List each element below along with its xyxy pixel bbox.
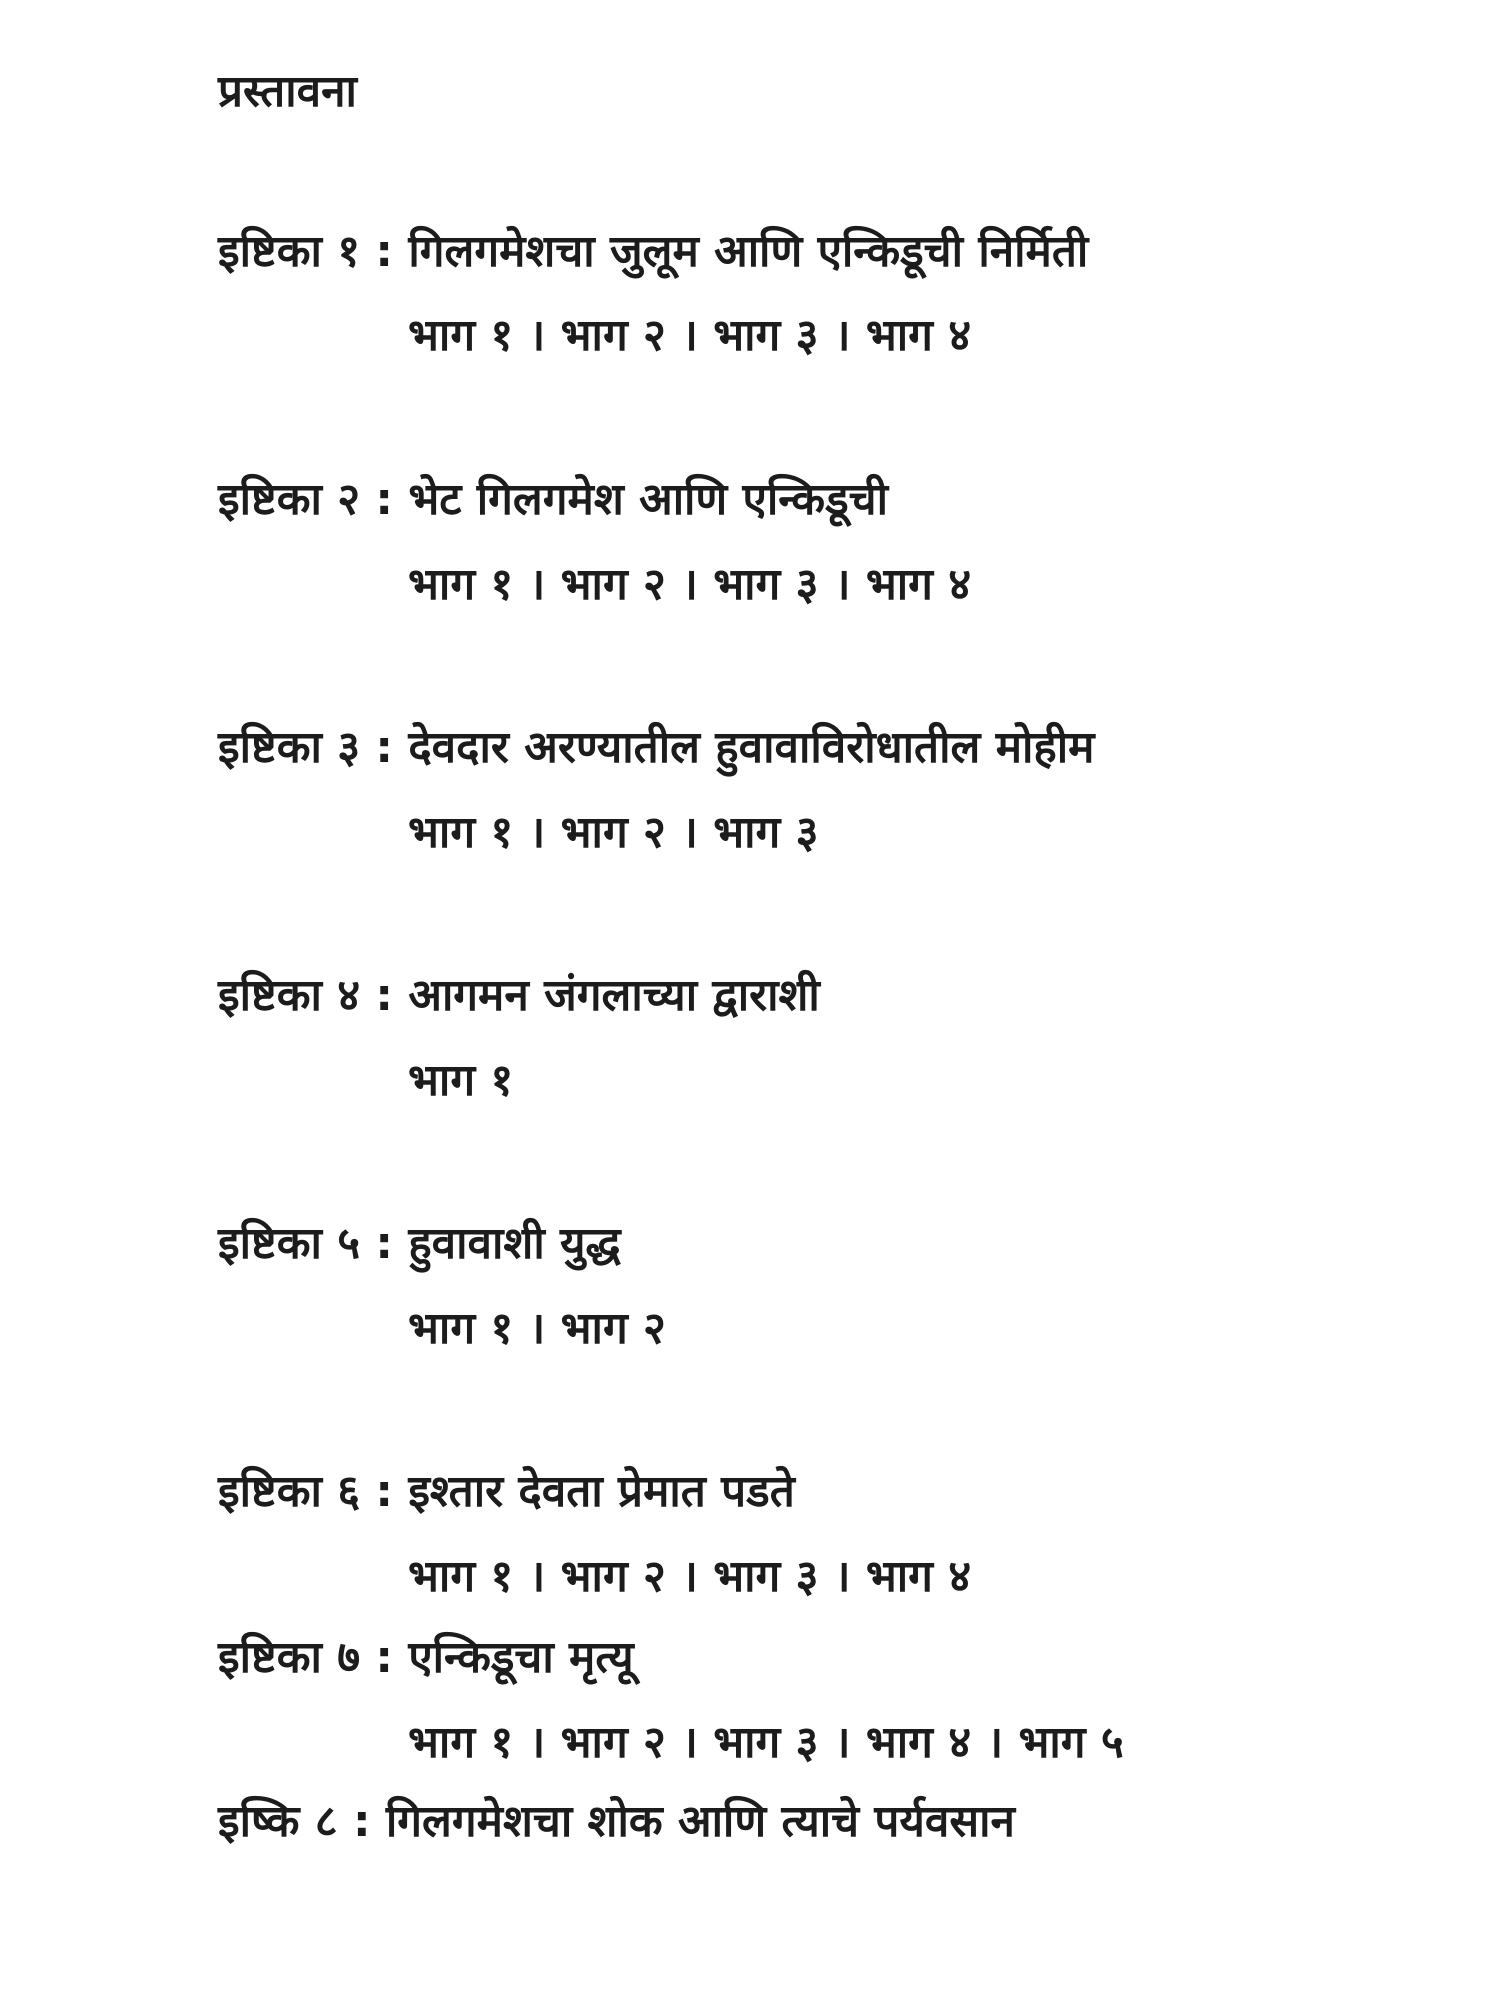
tablet-4-parts[interactable]: भाग १	[408, 1055, 514, 1106]
tablet-1-title[interactable]: इष्टिका १ : गिलगमेशचा जुलूम आणि एन्किडूची निर्मिती	[218, 226, 1089, 277]
tablet-7-parts[interactable]: भाग १ । भाग २ । भाग ३ । भाग ४ । भाग ५	[408, 1717, 1124, 1768]
tablet-5-title[interactable]: इष्टिका ५ : हुवावाशी युद्ध	[218, 1218, 621, 1269]
tablet-7-title[interactable]: इष्टिका ७ : एन्किडूचा मृत्यू	[218, 1632, 634, 1683]
tablet-2-title[interactable]: इष्टिका २ : भेट गिलगमेश आणि एन्किडूची	[218, 474, 888, 525]
tablet-2-parts[interactable]: भाग १ । भाग २ । भाग ३ । भाग ४	[408, 559, 972, 610]
preface-heading[interactable]: प्रस्तावना	[218, 66, 357, 117]
tablet-4-title[interactable]: इष्टिका ४ : आगमन जंगलाच्या द्वाराशी	[218, 970, 820, 1021]
tablet-5-parts[interactable]: भाग १ । भाग २	[408, 1303, 666, 1354]
tablet-6-title[interactable]: इष्टिका ६ : इश्तार देवता प्रेमात पडते	[218, 1466, 795, 1517]
tablet-6-parts[interactable]: भाग १ । भाग २ । भाग ३ । भाग ४	[408, 1551, 972, 1602]
tablet-3-parts[interactable]: भाग १ । भाग २ । भाग ३	[408, 807, 819, 858]
tablet-8-title[interactable]: इष्कि ८ : गिलगमेशचा शोक आणि त्याचे पर्यवसान	[218, 1796, 1015, 1847]
tablet-3-title[interactable]: इष्टिका ३ : देवदार अरण्यातील हुवावाविरोधातील मोहीम	[218, 722, 1095, 773]
tablet-1-parts[interactable]: भाग १ । भाग २ । भाग ३ । भाग ४	[408, 310, 972, 361]
